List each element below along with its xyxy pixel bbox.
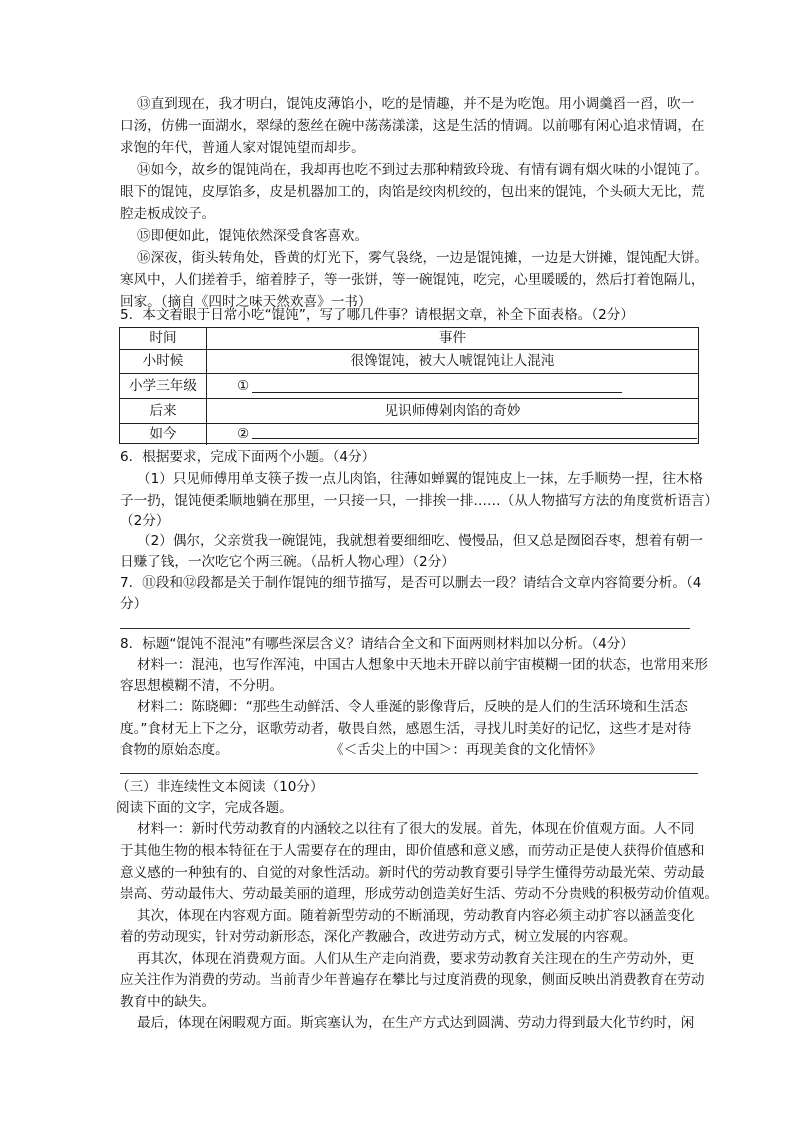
material-2-source: 《＜舌尖上的中国＞：再现美食的文化情怀》 [330, 742, 602, 758]
paragraph-16-line-1: ⑯深夜，街头转角处，昏黄的灯光下，雾气袅绕，一边是馄饨摊，一边是大饼摊，馄饨配大饼。 [137, 250, 708, 266]
s3-para-1-line-3: 意义感的一种独有的、自觉的对象性活动。新时代的劳动教育要引导学生懂得劳动最光荣、劳动最 [120, 865, 705, 881]
paragraph-15: ⑮即便如此，馄饨依然深受食客喜欢。 [137, 228, 369, 244]
paragraph-14-line-2: 眼下的馄饨，皮厚馅多，皮是机器加工的，肉馅是绞肉机绞的，包出来的馄饨，个头硕大无比，荒 [120, 184, 705, 200]
s3-para-1-line-4: 崇高、劳动最伟大、劳动最美丽的道理，形成劳动创造美好生活、劳动不分贵贱的积极劳动价值观。 [120, 886, 719, 902]
blank-marker-2: ② [237, 426, 250, 442]
blank-marker-1: ① [237, 378, 250, 394]
question-8: 8．标题“馄饨不混沌”有哪些深层含义？请结合全文和下面两则材料加以分析。（4分） [120, 636, 634, 652]
material-1-line-2: 容思想模糊不清，不分明。 [120, 678, 284, 694]
question-6-1-line-2: 子一扔，馄饨便柔顺地躺在那里，一只接一只，一排挨一排……（从人物描写方法的角度赏析语言） [120, 493, 719, 509]
paragraph-16-line-2: 寒风中，人们搓着手，缩着脖子，等一张饼，等一碗馄饨，吃完，心里暖暖的，然后打着饱隔儿， [120, 272, 705, 288]
question-5: 5．本文着眼于日常小吃“馄饨”，写了哪几件事？请根据文章，补全下面表格。（2分） [120, 307, 634, 323]
table-row [120, 350, 698, 374]
question-6-1-line-1: （1）只见师傅用单支筷子拨一点儿肉馅，往薄如蝉翼的馄饨皮上一抹，左手顺势一捏，往木格 [137, 471, 703, 487]
s3-para-4-line-1: 最后，体现在闲暇观方面。斯宾塞认为，在生产方式达到圆满、劳动力得到最大化节约时，闲 [137, 1015, 695, 1031]
answer-blank-2[interactable] [252, 438, 697, 439]
row-time: 小时候 [120, 350, 207, 373]
s3-para-1-line-1: 材料一：新时代劳动教育的内涵较之以往有了很大的发展。首先，体现在价值观方面。人不同 [137, 821, 695, 837]
question-7-line-2: 分） [120, 596, 148, 612]
header-time: 时间 [120, 328, 207, 349]
section-3-instruction: 阅读下面的文字，完成各题。 [116, 800, 293, 816]
material-2-line-1: 材料二：陈晓卿：“那些生动鲜活、令人垂涎的影像背后，反映的是人们的生活环境和生活态 [137, 699, 688, 715]
s3-para-2-line-1: 其次，体现在内容观方面。随着新型劳动的不断涌现，劳动教育内容必须主动扩容以涵盖变化 [137, 908, 695, 924]
s3-para-3-line-1: 再其次，体现在消费观方面。人们从生产走向消费，要求劳动教育关注现在的生产劳动外，更 [137, 951, 695, 967]
row-time: 后来 [120, 399, 207, 423]
table-row [120, 424, 698, 445]
row-time: 小学三年级 [120, 374, 207, 398]
material-2-line-3: 食物的原始态度。 [120, 742, 229, 758]
answer-line-q8[interactable] [120, 773, 698, 774]
paragraph-14-line-1: ⑭如今，故乡的馄饨尚在，我却再也吃不到过去那种精致玲珑、有情有调有烟火味的小馄饨了。 [137, 162, 708, 178]
row-event: 很馋馄饨，被大人唬馄饨让人混沌 [350, 353, 555, 369]
header-event: 事件 [438, 330, 467, 346]
material-2-line-2: 度。”食材无上下之分，讴歌劳动者，敬畏自然，感恩生活，寻找儿时美好的记忆，这些才是对待 [120, 721, 692, 737]
table-header-row [120, 328, 698, 350]
row-event: 见识师傅剁肉馅的奇妙 [384, 403, 521, 419]
paragraph-13-line-2: 口汤，仿佛一面湖水，翠绿的葱丝在碗中荡荡漾漾，这是生活的情调。以前哪有闲心追求情调，在 [120, 118, 705, 134]
question-6-1-score: （2分） [120, 513, 170, 529]
question-6: 6．根据要求，完成下面两个小题。（4分） [120, 449, 376, 465]
answer-line-q7[interactable] [120, 628, 690, 629]
s3-para-3-line-2: 应关注作为消费的劳动。当前青少年普遍存在攀比与过度消费的现象，侧面反映出消费教育在劳动 [120, 972, 705, 988]
material-1-line-1: 材料一：混沌，也写作浑沌，中国古人想象中天地未开辟以前宇宙模糊一团的状态，也常用来形 [137, 657, 708, 673]
question-7-line-1: 7．⑪段和⑫段都是关于制作馄饨的细节描写，是否可以删去一段？请结合文章内容简要分析。（4 [120, 575, 702, 591]
s3-para-3-line-3: 教育中的缺失。 [120, 994, 216, 1010]
question-6-2-line-1: （2）偶尔，父亲赏我一碗馄饨，我就想着要细细吃、慢慢品，但又总是囫囵吞枣，想着有朝一 [137, 533, 703, 549]
question-6-2-line-2: 日赚了钱，一次吃它个两三碗。（品析人物心理）（2分） [120, 554, 455, 570]
paragraph-13-line-3: 求饱的年代，普通人家对馄饨望而却步。 [120, 140, 365, 156]
row-time: 如今 [120, 424, 207, 445]
paragraph-13-line-1: ⑬直到现在，我才明白，馄饨皮薄馅小，吃的是情趣，并不是为吃饱。用小调羹舀一舀，吹一 [137, 96, 695, 112]
paragraph-14-line-3: 腔走板成饺子。 [120, 206, 216, 222]
section-3-heading: （三）非连续性文本阅读（10分） [116, 779, 324, 795]
table-row [120, 374, 698, 399]
table-row [120, 399, 698, 424]
s3-para-2-line-2: 着的劳动现实，针对劳动新形态，深化产教融合，改进劳动方式，树立发展的内容观。 [120, 929, 637, 945]
paragraph-16-line-3: 回家。（摘自《四时之味天然欢喜》一书） [120, 294, 372, 310]
answer-blank-1[interactable] [252, 392, 622, 393]
events-table [119, 327, 699, 444]
s3-para-1-line-2: 于其他生物的根本特征在于人需要存在的理由，即价值感和意义感，而劳动正是使人获得价值感和 [120, 843, 705, 859]
